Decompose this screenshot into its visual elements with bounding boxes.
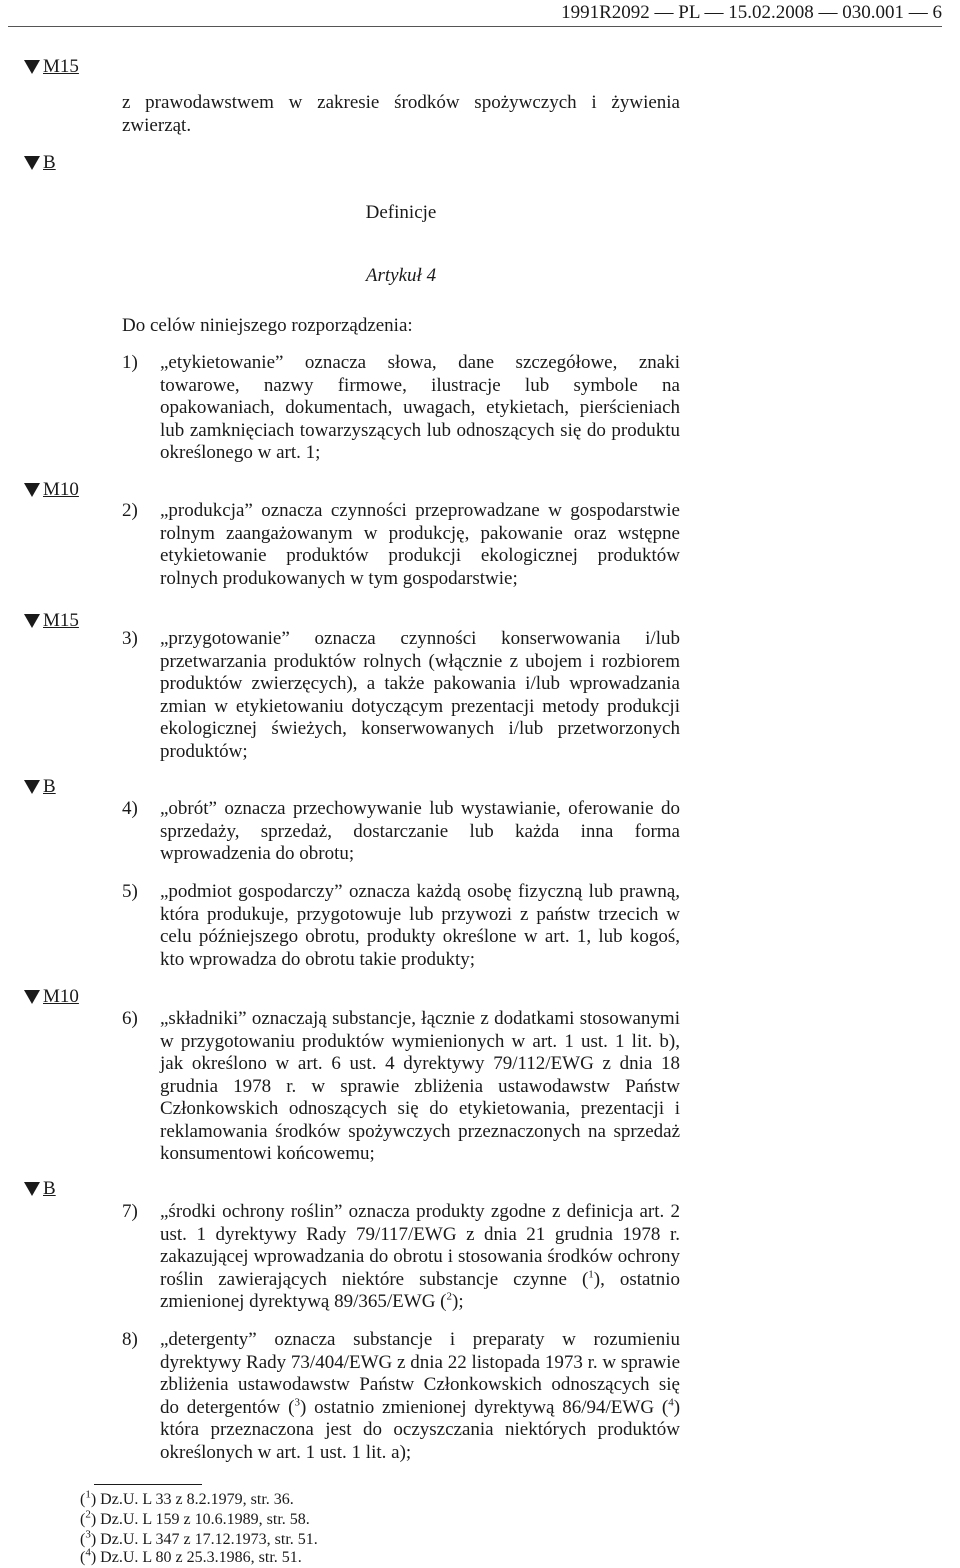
triangle-down-icon bbox=[24, 780, 40, 794]
item-number: 8) bbox=[122, 1329, 138, 1350]
triangle-down-icon bbox=[24, 483, 40, 497]
footnote-ref[interactable]: 2 bbox=[446, 1290, 453, 1303]
footnote: ($^3$) Dz.U. L 347 z 17.12.1973, str. 51. bbox=[80, 1528, 318, 1548]
footnote-ref[interactable]: 1 bbox=[588, 1268, 594, 1281]
footnote-rule bbox=[94, 1484, 202, 1485]
footnote: ($^2$) Dz.U. L 159 z 10.6.1989, str. 58. bbox=[80, 1508, 310, 1528]
definition-text: „detergenty” oznacza substancje i preparaty w rozumieniu dyrektywy Rady 73/404/EWG z dnia 22 listopada 1973 r. w sprawie zbliżenia ustawodawstw Państw Członkowskich odnoszących się do detergentów ($^3$) ostatnio zmienionej dyrektywą 86/94/EWG ($^4$) która przeznaczona jest do oczyszczania niektórych produktów określonych w art. 1 ust. 1 lit. a); bbox=[160, 1329, 681, 1463]
item-number: 4) bbox=[122, 798, 138, 819]
triangle-down-icon bbox=[24, 60, 40, 74]
footnote-ref[interactable]: 3 bbox=[294, 1396, 300, 1409]
lead-text: Do celów niniejszego rozporządzenia: bbox=[122, 315, 413, 336]
item-number: 6) bbox=[122, 1008, 138, 1029]
triangle-down-icon bbox=[24, 990, 40, 1004]
amendment-marker: B bbox=[24, 152, 56, 174]
definition-text: „produkcja” oznacza czynności przeprowadzane w gospodarstwie rolnym zaangażowanym w produkcję, pakowanie oraz wstępne etykietowanie produktów produkcji ekologicznej produktów rolnych produkowanych w tym gospodarstwie; bbox=[160, 500, 680, 589]
amendment-marker: B bbox=[24, 776, 56, 798]
definition-text: „środki ochrony roślin” oznacza produkty zgodne z definicja art. 2 ust. 1 dyrektywy Rady 79/117/EWG z dnia 21 grudnia 1978 r. zakazującej wprowadzania do obrotu i stosowania środków ochrony roślin zawierających niektóre substancje czynne ($^1$), ostatnio zmienionej dyrektywą 89/365/EWG ($^2$); bbox=[160, 1201, 680, 1312]
amendment-marker: M15 bbox=[24, 56, 79, 78]
item-number: 7) bbox=[122, 1201, 138, 1222]
amendment-marker: B bbox=[24, 1178, 56, 1200]
amendment-marker: M15 bbox=[24, 610, 79, 632]
section-title: Definicje bbox=[365, 202, 437, 223]
definition-text: „przygotowanie” oznacza czynności konserwowania i/lub przetwarzania produktów rolnych (włącznie z ubojem i rozbiorem produktów zwierzęcych), a także pakowania i/lub wprowadzania zmian w etykietowaniu dotyczącym prezentacji metody produkcji ekologicznej świeżych, konserwowanych i/lub przetworzonych produktów; bbox=[160, 628, 680, 762]
footnote-ref[interactable]: 4 bbox=[668, 1396, 674, 1409]
item-number: 5) bbox=[122, 881, 138, 902]
item-number: 3) bbox=[122, 628, 138, 649]
item-number: 2) bbox=[122, 500, 138, 521]
footnote: ($^1$) Dz.U. L 33 z 8.2.1979, str. 36. bbox=[80, 1488, 294, 1508]
article-title: Artykuł 4 bbox=[365, 265, 437, 286]
triangle-down-icon bbox=[24, 1182, 40, 1196]
item-number: 1) bbox=[122, 352, 138, 373]
definition-text: „podmiot gospodarczy” oznacza każdą osobę fizyczną lub prawną, która produkuje, przygotowuje lub przywozi z państw trzecich w celu późniejszego obrotu, produkty określone w art. 1, lub kogoś, kto wprowadza do obrotu takie produkty; bbox=[160, 881, 680, 970]
definition-text: „etykietowanie” oznacza słowa, dane szczegółowe, znaki towarowe, nazwy firmowe, ilustracje lub symbole na opakowaniach, dokumentach, uwagach, etykietach, pierścieniach lub zamknięciach towarzyszących lub odnoszących się do produktu określonego w art. 1; bbox=[160, 352, 680, 463]
definition-text: „obrót” oznacza przechowywanie lub wystawianie, oferowanie do sprzedaży, sprzedaż, dostarczanie lub każda inna forma wprowadzenia do obrotu; bbox=[160, 798, 680, 864]
document-header: 1991R2092 — PL — 15.02.2008 — 030.001 — 6 bbox=[8, 2, 942, 27]
amendment-marker: M10 bbox=[24, 479, 79, 501]
footnote: ($^4$) Dz.U. L 80 z 25.3.1986, str. 51. bbox=[80, 1546, 302, 1566]
triangle-down-icon bbox=[24, 156, 40, 170]
intro-text: z prawodawstwem w zakresie środków spożywczych i żywienia zwierząt. bbox=[122, 92, 680, 136]
triangle-down-icon bbox=[24, 614, 40, 628]
amendment-marker: M10 bbox=[24, 986, 79, 1008]
definition-text: „składniki” oznaczają substancje, łącznie z dodatkami stosowanymi w przygotowaniu produktów wymienionych w art. 1 ust. 1 lit. b), jak określono w art. 6 ust. 4 dyrektywy 79/112/EWG z dnia 18 grudnia 1978 r. w sprawie zbliżenia ustawodawstw Państw Członkowskich odnoszących się do etykietowania, prezentacji i reklamowania środków spożywczych przeznaczonych na sprzedaż konsumentowi końcowemu; bbox=[160, 1008, 680, 1164]
